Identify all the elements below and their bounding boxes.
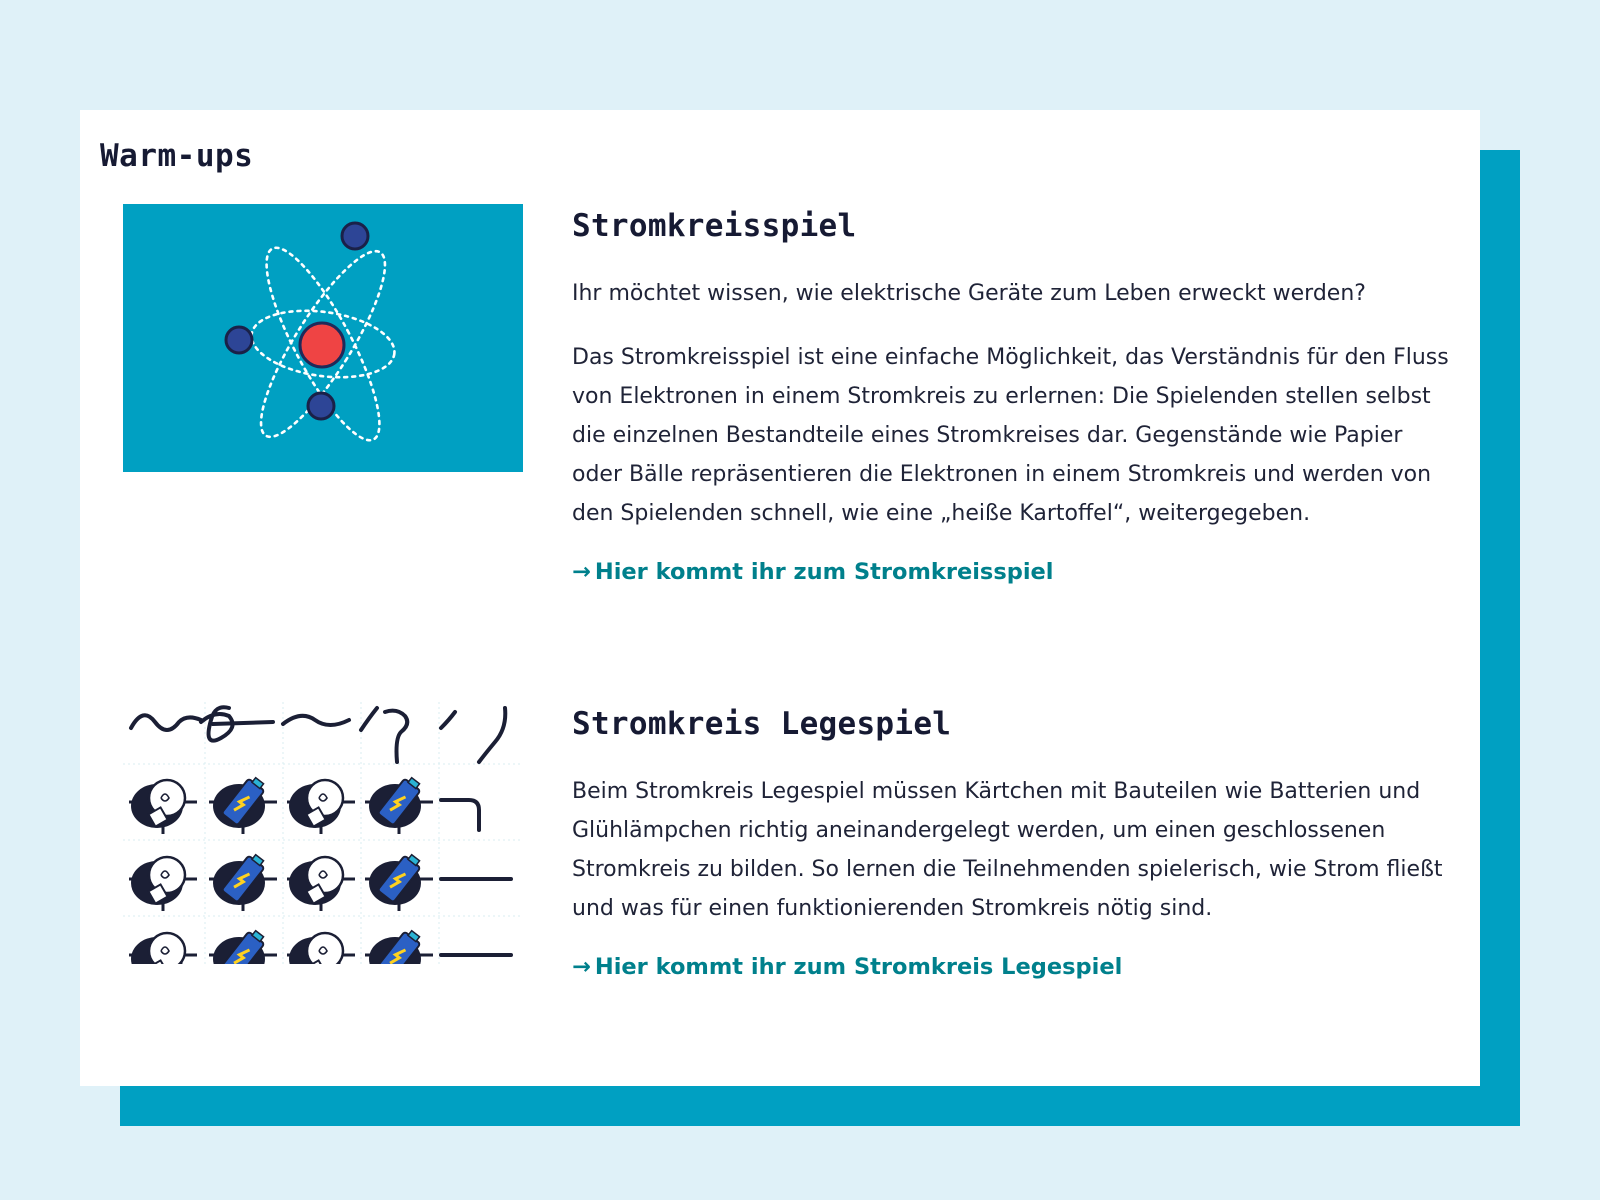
arrow-right-icon: →: [572, 559, 591, 585]
entry-title: Stromkreis Legespiel: [572, 706, 952, 742]
entry-text: [572, 702, 1452, 980]
warmups-card: [80, 110, 1480, 1086]
page-title: Warm-ups: [100, 138, 254, 174]
entry-title: Stromkreisspiel: [572, 208, 857, 244]
entry-intro: Ihr möchtet wissen, wie elektrische Geräte zum Leben erweckt werden?: [572, 281, 1366, 306]
circuit-cards-illustration: [123, 702, 523, 970]
entry-text: [572, 204, 1452, 585]
stromkreis-legespiel-link[interactable]: [572, 954, 1122, 980]
entry-description: Beim Stromkreis Legespiel müssen Kärtchen mit Bauteilen wie Batterien und Glühlämpchen richtig aneinandergelegt werden, um einen geschlossenen Stromkreis zu bilden. So lernen die Teilnehmenden spielerisch, wie Strom fließt und was für einen funktionierenden Stromkreis nötig sind.: [572, 779, 1443, 921]
atom-illustration: [123, 204, 523, 472]
circuit-cards-icon: [123, 702, 523, 970]
link-label: Hier kommt ihr zum Stromkreis Legespiel: [594, 954, 1123, 980]
entry-description: Das Stromkreisspiel ist eine einfache Möglichkeit, das Verständnis für den Fluss von Elektronen in einem Stromkreis zu erlernen: Die Spielenden stellen selbst die einzelnen Bestandteile eines Stromkreises dar. Gegenstände wie Papier oder Bälle repräsentieren die Elektronen in einem Stromkreis und werden von den Spielenden schnell, wie eine „heiße Kartoffel“, weitergegeben.: [572, 345, 1449, 526]
arrow-right-icon: →: [572, 954, 591, 980]
stromkreisspiel-link[interactable]: [572, 559, 1054, 585]
atom-icon: [123, 204, 523, 472]
link-label: Hier kommt ihr zum Stromkreisspiel: [594, 559, 1054, 585]
